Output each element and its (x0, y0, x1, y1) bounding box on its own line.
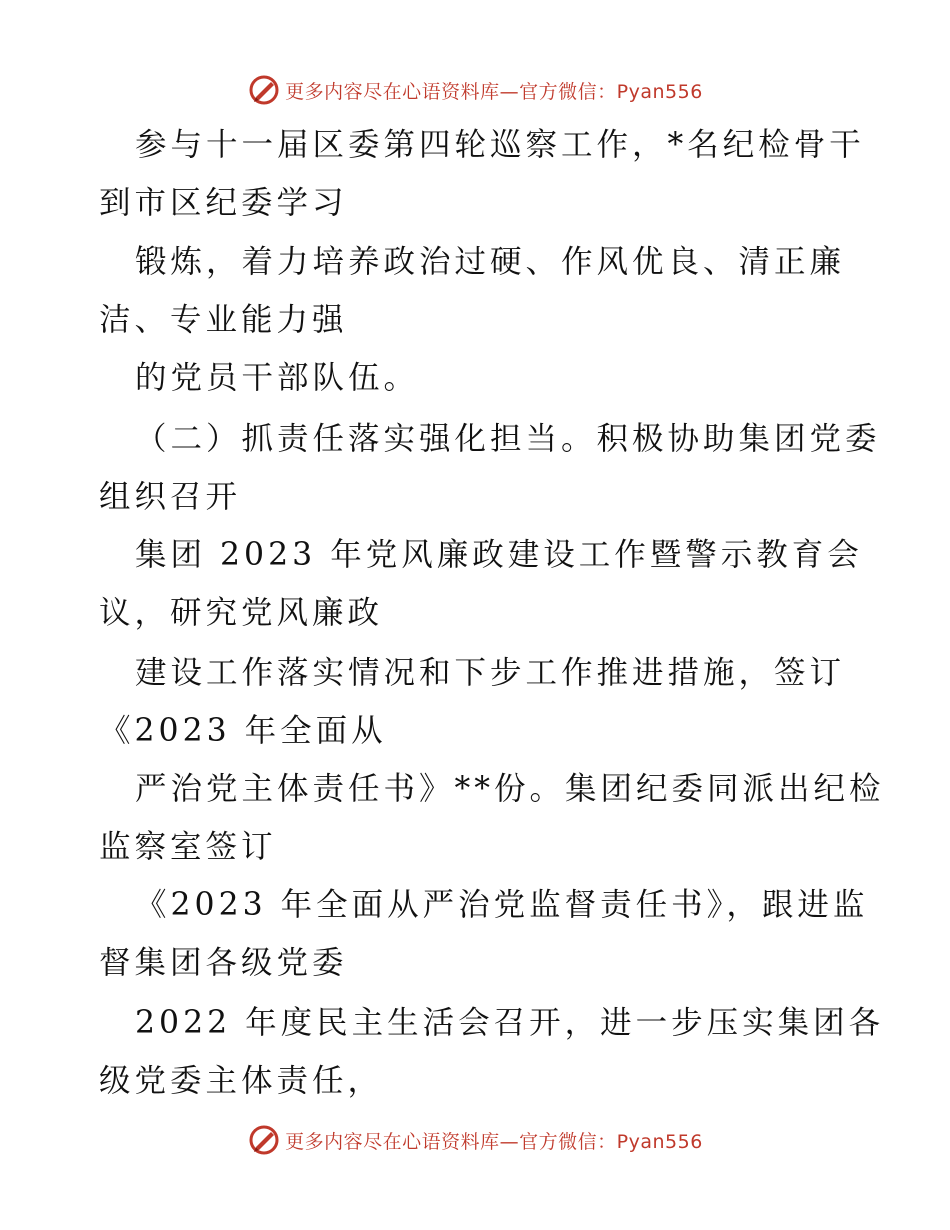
pen-logo-icon (247, 73, 281, 107)
text-line: （二）抓责任落实强化担当。积极协助集团党委 (135, 421, 881, 457)
watermark-text: 更多内容尽在心语资料库—官方微信：Pyan556 (285, 80, 703, 103)
text-line: 督集团各级党委 (99, 945, 348, 981)
text-line: 锻炼，着力培养政治过硬、作风优良、清正廉 (135, 244, 846, 280)
watermark-text: 更多内容尽在心语资料库—官方微信：Pyan556 (285, 1130, 703, 1153)
text-line: 严治党主体责任书》**份。集团纪委同派出纪检 (135, 771, 885, 807)
watermark-header (0, 72, 950, 108)
watermark-footer (0, 1122, 950, 1158)
text-line: 集团 2023 年党风廉政建设工作暨警示教育会 (135, 537, 863, 573)
text-line: 《2023 年全面从严治党监督责任书》，跟进监 (135, 887, 869, 923)
text-line: 《2023 年全面从 (99, 713, 387, 749)
pen-logo-icon (247, 1123, 281, 1157)
text-line: 建设工作落实情况和下步工作推进措施，签订 (135, 655, 846, 691)
text-line: 级党委主体责任， (99, 1063, 384, 1099)
text-line: 议，研究党风廉政 (99, 595, 384, 631)
text-line: 监察室签订 (99, 829, 277, 865)
text-line: 的党员干部队伍。 (135, 360, 420, 396)
text-line: 洁、专业能力强 (99, 302, 348, 338)
text-line: 组织召开 (99, 479, 242, 515)
text-line: 2022 年度民主生活会召开，进一步压实集团各 (135, 1005, 885, 1041)
text-line: 到市区纪委学习 (99, 185, 348, 221)
text-line: 参与十一届区委第四轮巡察工作，*名纪检骨干 (135, 127, 865, 163)
